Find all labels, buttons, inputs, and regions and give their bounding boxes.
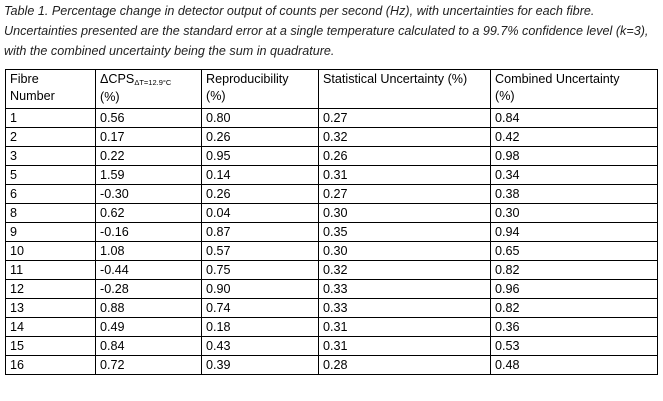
cell-combined: 0.96 (491, 280, 658, 299)
header-statistical-uncertainty (319, 70, 491, 109)
cell-repro: 0.14 (202, 166, 319, 185)
cell-stat: 0.27 (319, 109, 491, 128)
header-combined-unit: (%) (495, 89, 515, 103)
table-row (6, 223, 658, 242)
cell-combined: 0.94 (491, 223, 658, 242)
cell-repro: 0.57 (202, 242, 319, 261)
cell-repro: 0.26 (202, 185, 319, 204)
cell-repro: 0.87 (202, 223, 319, 242)
cell-repro: 0.18 (202, 318, 319, 337)
table-row (6, 128, 658, 147)
cell-fibre: 15 (6, 337, 96, 356)
table-row (6, 337, 658, 356)
cell-fibre: 16 (6, 356, 96, 375)
cell-combined: 0.65 (491, 242, 658, 261)
cell-dcps: -0.30 (96, 185, 202, 204)
cell-stat: 0.27 (319, 185, 491, 204)
cell-fibre: 10 (6, 242, 96, 261)
header-dcps-subscript: ΔT=12.9°C (134, 78, 172, 87)
cell-combined: 0.82 (491, 261, 658, 280)
cell-stat: 0.33 (319, 299, 491, 318)
data-table (5, 69, 658, 375)
cell-fibre: 12 (6, 280, 96, 299)
header-delta-cps (96, 70, 202, 109)
header-combined-uncertainty (491, 70, 658, 109)
table-caption: Table 1. Percentage change in detector output of counts per second (Hz), with uncertainties for each fibre. Uncertainties presented are the standard error at a single temperature calculated to a 99.7% confidence level (k=3), with the combined uncertainty being the sum in quadrature. (4, 4, 649, 58)
header-combined-label: Combined Uncertainty (495, 72, 620, 86)
cell-dcps: -0.28 (96, 280, 202, 299)
cell-stat: 0.26 (319, 147, 491, 166)
cell-combined: 0.48 (491, 356, 658, 375)
table-row (6, 318, 658, 337)
table-header (6, 70, 658, 109)
cell-fibre: 5 (6, 166, 96, 185)
table-row (6, 299, 658, 318)
header-fibre-number (6, 70, 96, 109)
cell-fibre: 1 (6, 109, 96, 128)
cell-dcps: 0.88 (96, 299, 202, 318)
header-reproducibility (202, 70, 319, 109)
cell-repro: 0.43 (202, 337, 319, 356)
cell-dcps: 0.84 (96, 337, 202, 356)
cell-dcps: 0.22 (96, 147, 202, 166)
cell-combined: 0.98 (491, 147, 658, 166)
cell-stat: 0.35 (319, 223, 491, 242)
table-row (6, 147, 658, 166)
table-row (6, 109, 658, 128)
table-row (6, 261, 658, 280)
cell-combined: 0.36 (491, 318, 658, 337)
cell-fibre: 6 (6, 185, 96, 204)
header-fibre-line1: Fibre (10, 72, 39, 86)
header-repro-unit: (%) (206, 89, 226, 103)
header-row (6, 70, 658, 109)
table-row (6, 280, 658, 299)
cell-stat: 0.28 (319, 356, 491, 375)
cell-repro: 0.75 (202, 261, 319, 280)
header-dcps-main: ΔCPS (100, 72, 135, 86)
cell-stat: 0.32 (319, 128, 491, 147)
cell-stat: 0.33 (319, 280, 491, 299)
cell-stat: 0.31 (319, 166, 491, 185)
cell-repro: 0.74 (202, 299, 319, 318)
cell-fibre: 3 (6, 147, 96, 166)
header-dcps-unit: (%) (100, 90, 120, 104)
cell-dcps: 0.72 (96, 356, 202, 375)
cell-combined: 0.82 (491, 299, 658, 318)
cell-dcps: 0.49 (96, 318, 202, 337)
cell-stat: 0.31 (319, 337, 491, 356)
cell-stat: 0.31 (319, 318, 491, 337)
cell-dcps: -0.44 (96, 261, 202, 280)
cell-repro: 0.90 (202, 280, 319, 299)
cell-fibre: 9 (6, 223, 96, 242)
table-row (6, 185, 658, 204)
cell-combined: 0.53 (491, 337, 658, 356)
cell-repro: 0.95 (202, 147, 319, 166)
table-row (6, 166, 658, 185)
header-fibre-line2: Number (10, 89, 55, 103)
cell-repro: 0.80 (202, 109, 319, 128)
cell-combined: 0.38 (491, 185, 658, 204)
cell-dcps: 0.62 (96, 204, 202, 223)
cell-dcps: 1.59 (96, 166, 202, 185)
cell-dcps: 0.56 (96, 109, 202, 128)
header-stat-label: Statistical Uncertainty (%) (323, 72, 468, 86)
cell-combined: 0.30 (491, 204, 658, 223)
cell-stat: 0.30 (319, 242, 491, 261)
cell-stat: 0.30 (319, 204, 491, 223)
cell-repro: 0.39 (202, 356, 319, 375)
cell-repro: 0.04 (202, 204, 319, 223)
cell-dcps: -0.16 (96, 223, 202, 242)
cell-combined: 0.84 (491, 109, 658, 128)
cell-stat: 0.32 (319, 261, 491, 280)
table-body (6, 109, 658, 375)
cell-fibre: 13 (6, 299, 96, 318)
cell-fibre: 11 (6, 261, 96, 280)
table-row (6, 356, 658, 375)
header-repro-label: Reproducibility (206, 72, 289, 86)
cell-fibre: 2 (6, 128, 96, 147)
cell-fibre: 8 (6, 204, 96, 223)
table-row (6, 242, 658, 261)
cell-combined: 0.34 (491, 166, 658, 185)
cell-repro: 0.26 (202, 128, 319, 147)
table-row (6, 204, 658, 223)
cell-dcps: 1.08 (96, 242, 202, 261)
cell-fibre: 14 (6, 318, 96, 337)
cell-dcps: 0.17 (96, 128, 202, 147)
cell-combined: 0.42 (491, 128, 658, 147)
